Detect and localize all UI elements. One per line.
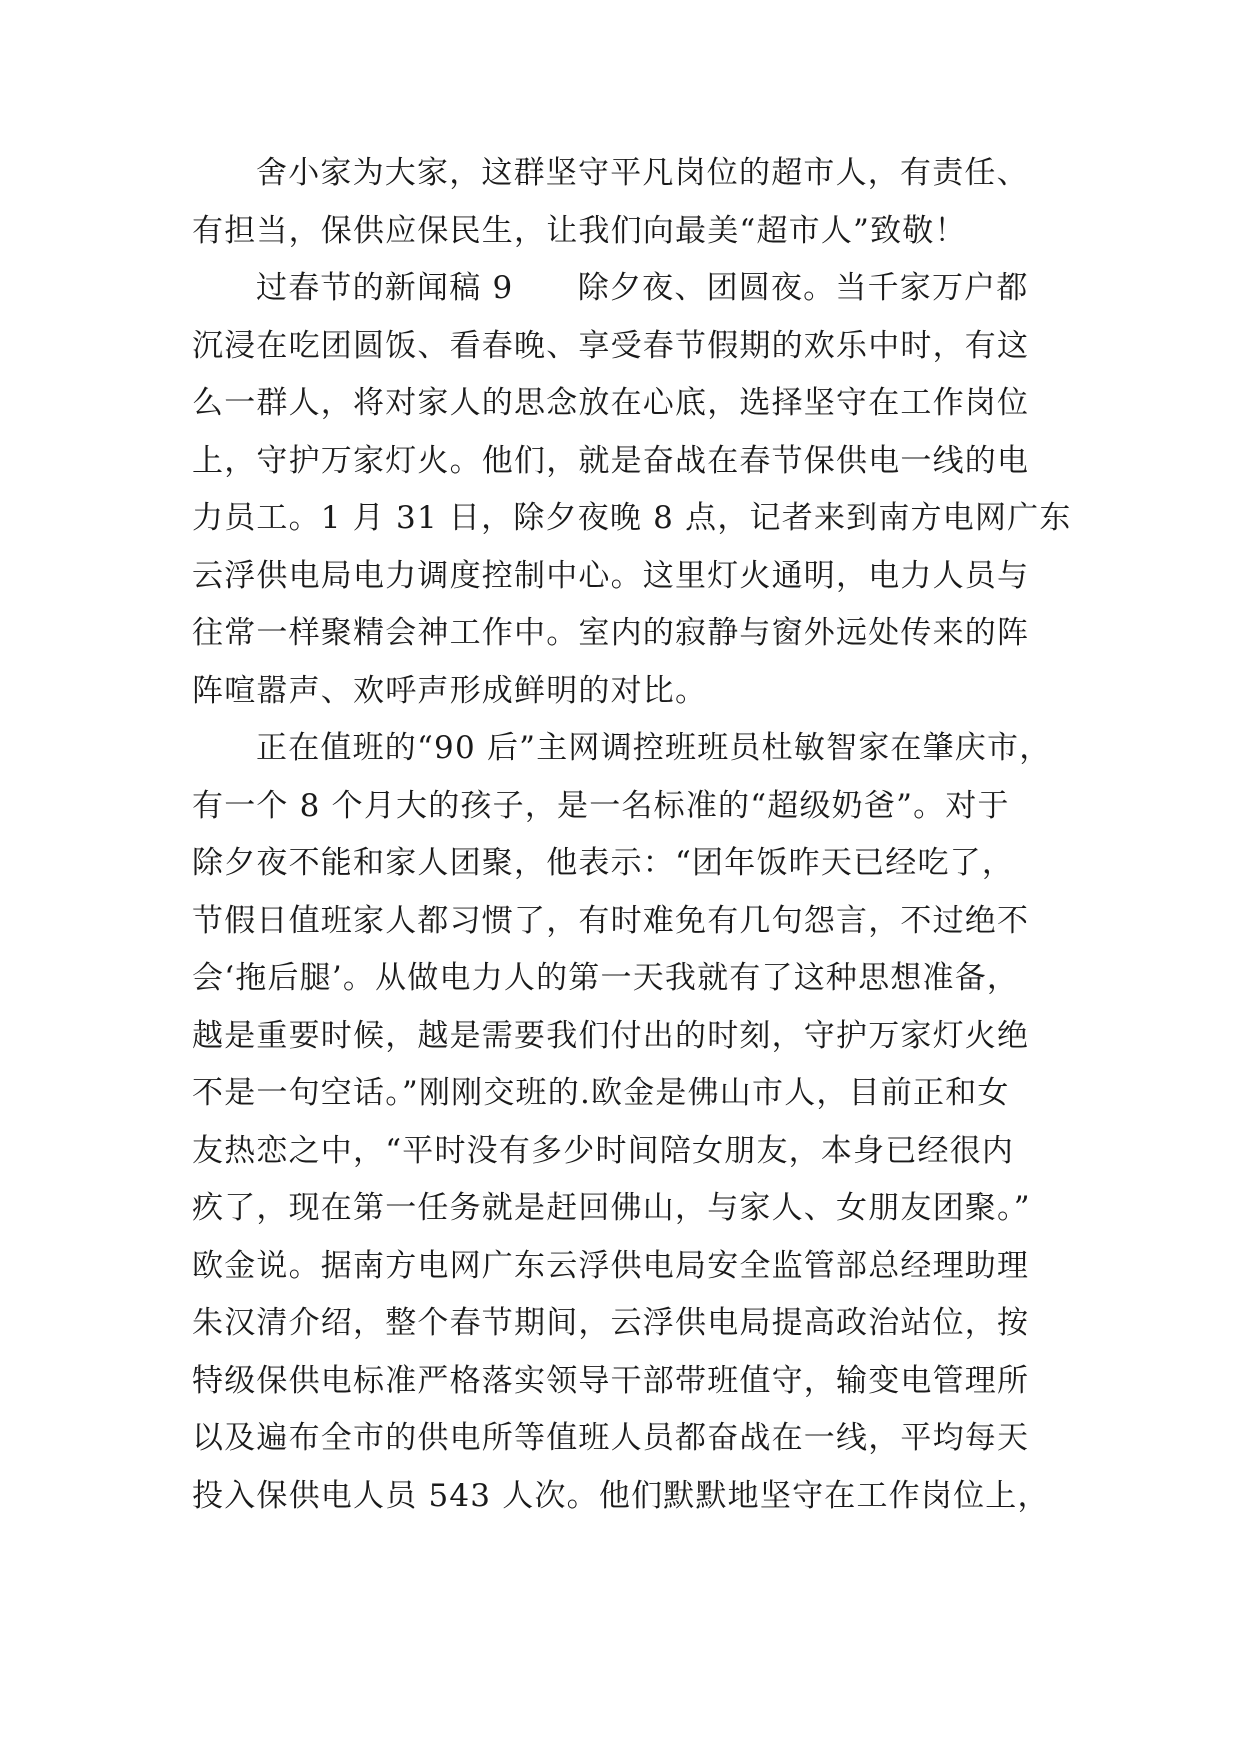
text-line: 朱汉清介绍，整个春节期间，云浮供电局提高政治站位，按 [192,1305,1030,1341]
text-line: 以及遍布全市的供电所等值班人员都奋战在一线，平均每天 [192,1420,1030,1456]
text-line: 么一群人，将对家人的思念放在心底，选择坚守在工作岗位 [192,385,1030,421]
text-line: 欧金说。据南方电网广东云浮供电局安全监管部总经理助理 [192,1247,1030,1284]
text-line: 特级保供电标准严格落实领导干部带班值守，输变电管理所 [192,1362,1030,1399]
text-line: 疚了，现在第一任务就是赶回佛山，与家人、女朋友团聚。” [192,1190,1031,1226]
text-line: 过春节的新闻稿 9 除夕夜、团圆夜。当千家万户都 [256,270,1029,306]
text-line: 不是一句空话。”刚刚交班的.欧金是佛山市人，目前正和女 [192,1075,1010,1111]
article-body [192,145,1072,1525]
text-line: 投入保供电人员 543 人次。他们默默地坚守在工作岗位上， [192,1477,1050,1514]
text-line: 正在值班的“90 后”主网调控班班员杜敏智家在肇庆市， [256,730,1052,766]
text-line: 节假日值班家人都习惯了，有时难免有几句怨言，不过绝不 [192,902,1030,939]
text-line: 云浮供电局电力调度控制中心。这里灯火通明，电力人员与 [192,557,1030,594]
text-line: 力员工。1 月 31 日，除夕夜晚 8 点，记者来到南方电网广东 [192,500,1072,536]
text-line: 有一个 8 个月大的孩子，是一名标准的“超级奶爸”。对于 [192,787,1010,824]
text-line: 越是重要时候，越是需要我们付出的时刻，守护万家灯火绝 [192,1017,1030,1054]
text-line: 舍小家为大家，这群坚守平凡岗位的超市人，有责任、 [256,155,1029,191]
text-line: 阵喧嚣声、欢呼声形成鲜明的对比。 [192,672,708,709]
text-line: 除夕夜不能和家人团聚，他表示：“团年饭昨天已经吃了， [192,845,1015,881]
text-line: 往常一样聚精会神工作中。室内的寂静与窗外远处传来的阵 [192,615,1030,651]
text-line: 沉浸在吃团圆饭、看春晚、享受春节假期的欢乐中时，有这 [192,327,1030,364]
text-line: 友热恋之中，“平时没有多少时间陪女朋友，本身已经很内 [192,1132,1015,1169]
text-line: 会‘拖后腿’。从做电力人的第一天我就有了这种思想准备， [192,960,1020,996]
text-line: 有担当，保供应保民生，让我们向最美“超市人”致敬！ [192,212,967,249]
text-line: 上，守护万家灯火。他们，就是奋战在春节保供电一线的电 [192,442,1030,479]
